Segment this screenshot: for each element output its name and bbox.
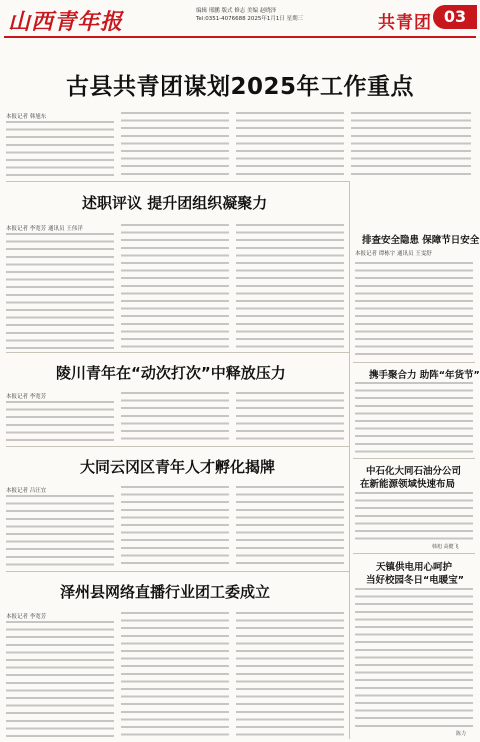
- article-4-col-2: [121, 612, 229, 739]
- divider: [6, 446, 349, 447]
- article-4-byline: 本报记者 李宽芳: [6, 614, 47, 620]
- article-1-col-3: [236, 224, 344, 349]
- sidebar-1-body: [355, 262, 473, 358]
- lead-col-4: [351, 112, 471, 177]
- article-2-col-3: [236, 392, 344, 441]
- sidebar-2-title: 携手聚合力 助阵“年货节”: [369, 370, 480, 381]
- article-1-byline: 本报记者 李宽芳 通讯员 王伟洋: [6, 226, 83, 232]
- lead-headline: 古县共青团谋划2025年工作重点: [65, 74, 414, 100]
- divider: [353, 362, 475, 363]
- article-2-byline: 本报记者 李宽芳: [6, 394, 47, 400]
- divider: [353, 458, 475, 459]
- article-3-col-3: [236, 486, 344, 567]
- article-2-col-2: [121, 392, 229, 441]
- article-4-col-1: [6, 621, 114, 739]
- lead-col-3: [236, 112, 344, 177]
- edition-meta: [196, 7, 303, 23]
- article-4-col-3: [236, 612, 344, 739]
- header-divider: [4, 36, 476, 38]
- sidebar-4-title-1: 天镇供电用心呵护: [376, 562, 453, 573]
- article-2-col-1: [6, 401, 114, 441]
- sidebar-4-title-2: 当好校园冬日“电暖宝”: [366, 575, 464, 586]
- article-1-col-1: [6, 233, 114, 349]
- sidebar-3-body: [355, 492, 473, 542]
- article-3-title: 大同云冈区青年人才孵化揭牌: [80, 458, 276, 476]
- sidebar-3-title-2: 在新能源领域快速布局: [360, 479, 456, 490]
- divider: [6, 571, 349, 572]
- page-number: 03: [433, 5, 477, 29]
- article-4-title: 泽州县网络直播行业团工委成立: [60, 583, 271, 601]
- date-line: Tel:0351-4076688 2025年1月1日 星期三: [196, 16, 304, 22]
- sidebar-2-body: [355, 382, 473, 454]
- masthead-logo: 山西青年报: [8, 9, 124, 35]
- sidebar-1-title: 排查安全隐患 保障节日安全: [362, 235, 480, 246]
- sidebar-4-body: [355, 588, 473, 728]
- article-2-title: 陵川青年在“动次打次”中释放压力: [56, 364, 286, 382]
- article-1-title: 述职评议 提升团组织凝聚力: [82, 194, 268, 212]
- article-3-byline: 本报记者 吕汪宜: [6, 488, 47, 494]
- sidebar-divider: [349, 181, 350, 739]
- lead-col-2: [121, 112, 229, 177]
- sidebar-3-title-1: 中石化大同石油分公司: [366, 466, 462, 477]
- lead-col-1: [6, 121, 114, 177]
- lead-byline: 本报记者 韩旭东: [6, 114, 47, 120]
- article-1-col-2: [121, 224, 229, 349]
- divider: [353, 553, 475, 554]
- sidebar-3-credit: 韩旭 高健飞: [432, 544, 459, 550]
- article-3-col-1: [6, 495, 114, 567]
- divider: [6, 352, 349, 353]
- article-3-col-2: [121, 486, 229, 567]
- sidebar-4-credit: 陈力: [456, 731, 467, 737]
- divider: [6, 181, 349, 182]
- section-name: 共青团: [378, 13, 432, 33]
- editor-line: 编辑 邢鹏 版式 修志 美编 赵晓泽: [196, 8, 277, 14]
- sidebar-1-byline: 本报记者 谭栋宇 通讯员 王雯舒: [355, 251, 432, 257]
- page-header: [0, 0, 480, 44]
